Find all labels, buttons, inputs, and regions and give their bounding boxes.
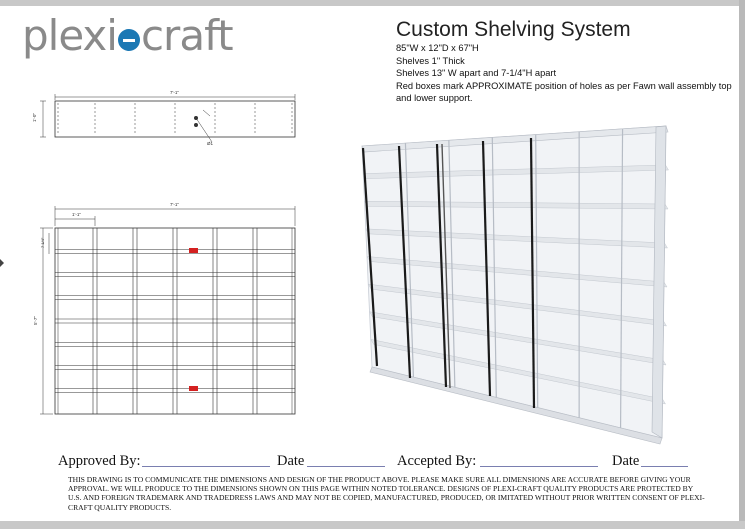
front-view-outline (55, 228, 295, 414)
page-title: Custom Shelving System (396, 18, 631, 41)
front-view-bay-label: 1'-1" (72, 212, 81, 217)
hole-marker-lower (189, 386, 198, 391)
front-view-width-label: 7'-1" (170, 202, 179, 207)
spec-note: Red boxes mark APPROXIMATE position of holes as per Fawn wall assembly top and lower support. (396, 80, 732, 104)
accepted-by-label: Accepted By: (397, 453, 477, 469)
spec-spacing: Shelves 13" W apart and 7-1/4"H apart (396, 68, 557, 79)
spec-dimensions: 85"W x 12"D x 67"H (396, 43, 479, 53)
front-view (40, 206, 295, 414)
date-line-2[interactable] (641, 466, 688, 467)
front-view-row-label: 7 1/4" (40, 237, 45, 248)
top-view-depth-label: 1'-0" (32, 113, 37, 122)
legal-disclaimer: THIS DRAWING IS TO COMMUNICATE THE DIMENSIONS AND DESIGN OF THE PRODUCT ABOVE. PLEASE MAKE SURE ALL DIMENSIONS ARE ACCURATE BEFORE GIVING YOUR APPROVAL. WE WILL PRODUCE TO THE DIMENSIONS SHOWN ON THIS PAGE WITHIN NOTED TOLERANCE. DESIGNS OF PLEXI-CRAFT QUALITY PRODUCTS ARE PROTECTED BY U.S. AND FOREIGN TRADEMARK AND TRADEDRESS LAWS AND MAY NOT BE COPIED, MANUFACTURED, PRODUCED, OR IMITATED WITHOUT PRIOR WRITTEN CONSENT OF PLEXI-CRAFT QUALITY PRODUCTS. (68, 475, 705, 512)
spec-shelves: Shelves 1" Thick (396, 55, 465, 66)
top-view-width-label: 7'-1" (170, 90, 179, 95)
date-label-2: Date (612, 453, 640, 469)
approved-by-label: Approved By: (58, 453, 141, 469)
top-view (40, 94, 295, 142)
shelving-rendering (362, 126, 669, 444)
front-view-height-label: 5'-7" (33, 316, 38, 325)
hole-marker-upper (189, 248, 198, 253)
logo-text-left: plexi (22, 11, 117, 60)
date-label-1: Date (277, 453, 305, 469)
accepted-by-line[interactable] (480, 466, 598, 467)
top-view-hole-label: Ø1 (207, 141, 214, 146)
approved-by-line[interactable] (142, 466, 270, 467)
date-line-1[interactable] (307, 466, 385, 467)
logo-text-right: craft (140, 11, 233, 60)
